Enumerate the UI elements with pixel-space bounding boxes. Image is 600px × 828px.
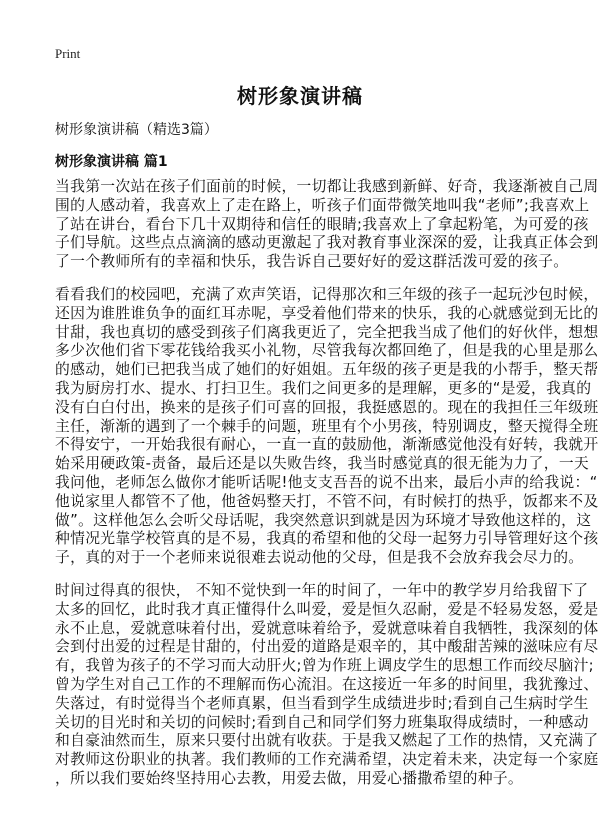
paragraph-line: 当我第一次站在孩子们面前的时候，一切都让我感到新鲜、好奇，我逐渐被自己周 bbox=[55, 178, 599, 195]
paragraph-line: 曾为学生对自己工作的不理解而伤心流泪。在这接近一年多的时间里，我犹豫过、 bbox=[55, 675, 599, 693]
paragraph-line: 对教师这份职业的执著。我们教师的工作充满希望，决定着未来，决定每一个家庭 bbox=[55, 751, 599, 769]
paragraph bbox=[55, 178, 599, 272]
paragraph-line: 没有白白付出，换来的是孩子们可喜的回报，我挺感恩的。现在的我担任三年级班 bbox=[55, 398, 599, 416]
article-body bbox=[55, 178, 599, 803]
paragraph-line: 会到付出爱的过程是甘甜的，付出爱的道路是艰辛的，其中酸甜苦辣的滋味应有尽 bbox=[55, 638, 599, 656]
paragraph bbox=[55, 285, 599, 568]
section-heading: 树形象演讲稿 篇1 bbox=[55, 154, 168, 170]
paragraph-line: 种情况光靠学校管真的是不易，我真的希望和他的父母一起努力引导管理好这个孩 bbox=[55, 530, 599, 548]
document-subtitle: 树形象演讲稿（精选3篇） bbox=[55, 122, 218, 138]
paragraph-line: 关切的目光时和关切的问候时;看到自己和同学们努力班集取得成绩时，一种感动 bbox=[55, 713, 589, 731]
paragraph-line: 甘甜，我也真切的感受到孩子们离我更近了，完全把我当成了他们的好伙伴，想想 bbox=[55, 323, 599, 341]
paragraph-line: 做”。这样他怎么会听父母话呢，我突然意识到就是因为环境才导致他这样的，这 bbox=[55, 511, 592, 529]
paragraph-line: 时间过得真的很快， 不知不觉快到一年的时间了，一年中的教学岁月给我留下了 bbox=[55, 581, 589, 599]
paragraph-line: 他说家里人都管不了他，他爸妈整天打，不管不问，有时候打的热乎，饭都来不及 bbox=[55, 492, 599, 510]
paragraph-line: 子们导航。这些点点滴滴的感动更激起了我对教育事业深深的爱，让我真正体会到 bbox=[55, 234, 599, 252]
paragraph-line: 我为厨房打水、提水、打扫卫生。我们之间更多的是理解，更多的“是爱，我真的 bbox=[55, 379, 592, 397]
paragraph-line: 失落过，有时觉得当个老师真累，但当看到学生成绩进步时;看到自己生病时学生 bbox=[55, 694, 589, 712]
paragraph-line: 始采用硬政策-责备，最后还是以失败告终，我当时感觉真的很无能为力了，一天 bbox=[55, 455, 590, 473]
paragraph-line: 围的人感动着，我喜欢上了走在路上，听孩子们面带微笑地叫我“老师”;我喜欢上 bbox=[55, 196, 590, 214]
paragraph-line: 子，真的对于一个老师来说很难去说动他的父母，但是我不会放弃我会尽力的。 bbox=[55, 549, 584, 567]
print-link[interactable]: Print bbox=[55, 46, 81, 61]
paragraph-line: 还因为谁胜谁负争的面红耳赤呢，享受着他们带来的快乐，我的心就感觉到无比的 bbox=[55, 304, 599, 322]
document-title: 树形象演讲稿 bbox=[237, 84, 363, 108]
paragraph-line: 太多的回忆，此时我才真正懂得什么叫爱，爱是恒久忍耐，爱是不轻易发怒，爱是 bbox=[55, 600, 599, 618]
paragraph-line: 我问他，老师怎么做你才能听话呢!他支支吾吾的说不出来，最后小声的给我说：“ bbox=[55, 473, 598, 491]
paragraph-line: 主任，渐渐的遇到了一个棘手的问题，班里有个小男孩，特别调皮，整天搅得全班 bbox=[55, 417, 599, 435]
paragraph-line: 了一个教师所有的幸福和快乐，我告诉自己要好好的爱这群活泼可爱的孩子。 bbox=[55, 253, 569, 271]
paragraph-line: 和自豪油然而生，原来只要付出就有收获。于是我又燃起了工作的热情，又充满了 bbox=[55, 732, 599, 750]
paragraph-line: 不得安宁，一开始我很有耐心，一直一直的鼓励他，渐渐感觉他没有好转，我就开 bbox=[55, 436, 599, 454]
paragraph-line: ，所以我们要始终坚持用心去教，用爱去做，用爱心播撒希望的种子。 bbox=[55, 769, 524, 787]
paragraph-line: 的感动，她们已把我当成了她们的好姐姐。五年级的孩子更是我的小帮手，整天帮 bbox=[55, 361, 599, 379]
paragraph-line: 了站在讲台，看台下几十双期待和信任的眼睛;我喜欢上了拿起粉笔，为可爱的孩 bbox=[55, 215, 589, 233]
paragraph-line: 永不止息，爱就意味着付出，爱就意味着给予，爱就意味着自我牺牲，我深刻的体 bbox=[55, 619, 599, 637]
paragraph-line: 多少次他们省下零花钱给我买小礼物，尽管我每次都回绝了，但是我的心里是那么 bbox=[55, 342, 599, 360]
paragraph-line: 有，我曾为孩子的不学习而大动肝火;曾为作班上调皮学生的思想工作而绞尽脑汁; bbox=[55, 657, 594, 675]
paragraph-line: 看看我们的校园吧，充满了欢声笑语，记得那次和三年级的孩子一起玩沙包时候， bbox=[55, 285, 599, 303]
paragraph bbox=[55, 581, 599, 789]
